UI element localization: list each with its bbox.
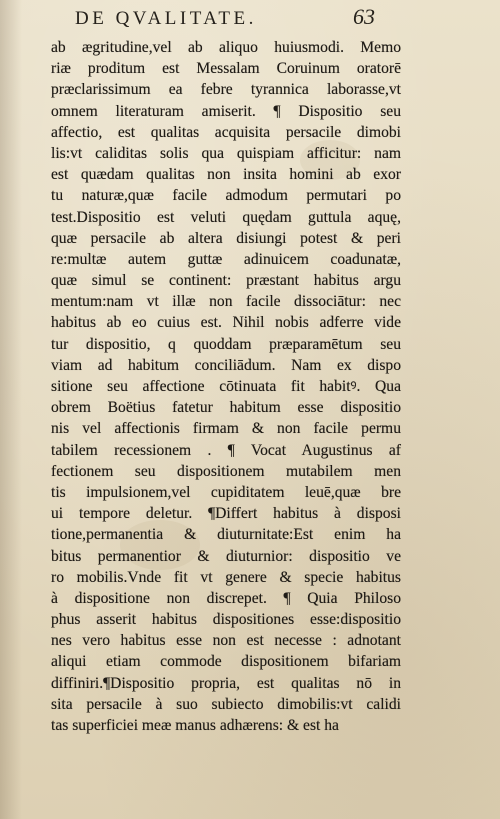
text-line: nes vero habitus esse non est necesse : adnotant bbox=[51, 632, 401, 650]
text-line: nis vel affectionis firmam & non facile permu bbox=[51, 420, 401, 438]
text-line: tione,permanentia & diuturnitate:Est enim ha bbox=[51, 526, 401, 544]
text-line: à dispositione non discrepet. ¶ Quia Philoso bbox=[51, 589, 401, 607]
text-line: riæ proditum est Messalam Coruinum oratorē bbox=[51, 60, 401, 78]
text-line: quæ persacile ab altera disiungi potest & peri bbox=[51, 229, 401, 247]
text-line: bitus permanentior & diuturnior: dispositio ve bbox=[51, 547, 401, 565]
text-line: diffiniri.¶Dispositio propria, est qualitas nō in bbox=[51, 674, 401, 692]
text-line: tis impulsionem,vel cupiditatem leuē,quæ bre bbox=[51, 483, 401, 501]
text-line: sita persacile à suo subiecto dimobilis:vt calidi bbox=[51, 695, 401, 713]
text-line: ui tempore deletur. ¶Differt habitus à disposi bbox=[51, 505, 401, 523]
text-line: quæ simul se continent: præstant habitus argu bbox=[51, 272, 401, 290]
text-line: est quædam qualitas non insita homini ab exor bbox=[51, 166, 401, 184]
running-head bbox=[75, 2, 375, 32]
body-text bbox=[51, 37, 401, 777]
gutter-shadow bbox=[0, 0, 22, 819]
text-line: obrem Boëtius fatetur habitum esse dispositio bbox=[51, 399, 401, 417]
text-line: tur dispositio, q quoddam præparamētum seu bbox=[51, 335, 401, 353]
text-line: phus asserit habitus dispositiones esse:dispositio bbox=[51, 611, 401, 629]
text-line: ab ægritudine,vel ab aliquo huiusmodi. Memo bbox=[51, 39, 401, 56]
text-line: ro mobilis.Vnde fit vt genere & specie habitus bbox=[51, 568, 401, 586]
text-line: aliqui etiam commode dispositionem bifariam bbox=[51, 653, 401, 671]
text-line: tabilem recessionem . ¶ Vocat Augustinus af bbox=[51, 441, 401, 459]
text-line: præclarissimum ea febre tyrannica laborasse,vt bbox=[51, 81, 401, 99]
running-title: DE QVALITATE. bbox=[75, 8, 257, 29]
text-line: affectio, est qualitas acquisita persacile dimobi bbox=[51, 123, 401, 141]
text-line: tu naturæ,quæ facile admodum permutari po bbox=[51, 187, 401, 205]
text-line: fectionem seu dispositionem mutabilem men bbox=[51, 462, 401, 480]
text-line: habitus ab eo cuius est. Nihil nobis adferre vide bbox=[51, 314, 401, 332]
text-line: tas superficiei meæ manus adhærens: & est ha bbox=[51, 717, 339, 734]
page-number: 63 bbox=[353, 4, 375, 29]
text-line: mentum:nam vt illæ non facile dissociātur: nec bbox=[51, 293, 401, 311]
text-line: lis:vt caliditas solis qua quispiam afficitur: nam bbox=[51, 144, 401, 162]
text-line: viam ad habitum conciliādum. Nam ex dispo bbox=[51, 356, 401, 374]
text-line: omnem literaturam amiserit. ¶ Dispositio seu bbox=[51, 102, 401, 120]
text-line: test.Dispositio est veluti quędam guttula aquę, bbox=[51, 208, 401, 226]
text-line: sitione seu affectione cōtinuata fit habitꝰ. Qua bbox=[51, 378, 401, 395]
text-line: re:multæ autem guttæ adinuicem coadunatæ, bbox=[51, 250, 401, 268]
